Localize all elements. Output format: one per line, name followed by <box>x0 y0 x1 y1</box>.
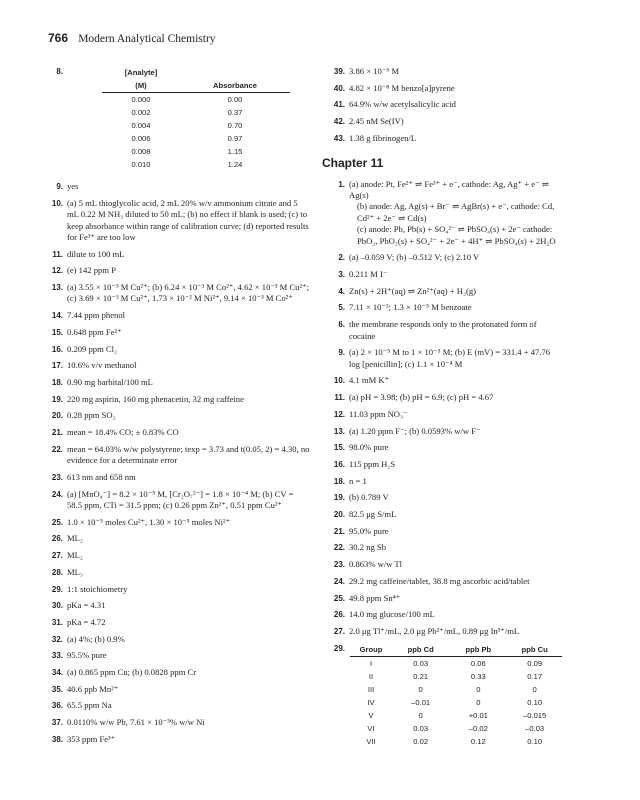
answer-number: 41. <box>333 100 345 110</box>
table-cell: VII <box>366 736 376 746</box>
answer-number: 19. <box>51 394 63 404</box>
table-row <box>350 656 562 670</box>
answer-text: 95.5% pure <box>67 650 107 661</box>
answer-text: ML₃ <box>67 566 83 577</box>
table-cell: –0.015 <box>523 710 547 720</box>
list-item <box>40 344 310 355</box>
list-item <box>322 492 562 503</box>
answer-number: 15. <box>333 443 345 453</box>
answer-number: 11. <box>52 249 63 259</box>
list-item <box>40 377 310 388</box>
list-item <box>322 83 562 94</box>
table-cell: II <box>368 671 374 681</box>
answer-number: 36. <box>51 701 63 711</box>
list-item <box>322 99 562 110</box>
answer-text: ML₂ <box>67 550 83 561</box>
answer-number: 5. <box>338 303 345 313</box>
table-cell: 0.10 <box>527 697 543 707</box>
absorbance-cell: 1.15 <box>227 147 243 156</box>
concentration-cell: 0.008 <box>131 147 151 156</box>
list-item <box>322 576 562 587</box>
list-item <box>40 394 310 405</box>
answer-text: 0.648 ppm Fe²⁺ <box>67 326 122 337</box>
list-item <box>40 634 310 645</box>
answer-number: 21. <box>333 526 345 536</box>
answer-number: 4. <box>338 286 345 296</box>
list-item <box>40 489 310 512</box>
concentration-header: [Analyte] (M) <box>102 66 180 93</box>
answer-number: 9. <box>56 182 63 191</box>
concentration-cell: 0.004 <box>131 121 151 130</box>
table-cell: –0.03 <box>525 723 545 733</box>
concentration-cell: 0.006 <box>131 134 151 143</box>
table-cell: 0.09 <box>527 658 543 668</box>
left-column <box>40 66 310 751</box>
table-cell: 0.06 <box>470 658 486 668</box>
list-item <box>40 249 310 260</box>
table-cell: 0 <box>418 710 423 720</box>
absorbance-table-body <box>102 93 290 172</box>
answer-number: 6. <box>338 320 345 330</box>
table-cell: V <box>368 710 374 720</box>
answer-text: 14.0 mg glucose/100 mL <box>349 609 435 620</box>
list-item <box>322 459 562 470</box>
table-cell: 0 <box>418 684 423 694</box>
answer-number: 27. <box>333 626 345 636</box>
table-cell: 0.12 <box>470 736 486 746</box>
list-item <box>40 427 310 438</box>
answer-number: 25. <box>333 593 345 603</box>
answer-text: 49.8 ppm Sn⁴⁺ <box>349 592 401 603</box>
table-row <box>102 145 290 158</box>
table-cell: III <box>367 684 375 694</box>
list-item <box>322 286 562 297</box>
list-item <box>40 472 310 483</box>
answer-text: 0.90 mg barbital/100 mL <box>67 376 153 387</box>
answer-8 <box>40 66 310 181</box>
table-header-row <box>350 643 562 657</box>
table-row <box>102 158 290 171</box>
answer-number: 27. <box>51 551 63 561</box>
left-answer-list <box>40 181 310 745</box>
table-cell: 0.33 <box>470 671 486 681</box>
list-item <box>40 181 310 192</box>
list-item <box>322 442 562 453</box>
answer-text: mean = 64.03% w/w polystyrene; texp = 3.73 and t(0.05, 2) = 4.30, no evidence for a determinate error <box>67 443 310 466</box>
answer-number: 2. <box>338 253 345 263</box>
chapter-10-answer-list <box>322 66 562 144</box>
answer-text: (a) pH = 3.98; (b) pH = 6.9; (c) pH = 4.67 <box>349 392 494 403</box>
list-item <box>322 302 562 313</box>
table-row <box>102 119 290 132</box>
list-item <box>322 269 562 280</box>
answer-number: 16. <box>51 344 63 354</box>
list-item <box>322 476 562 487</box>
list-item <box>40 410 310 421</box>
answer-number: 12. <box>333 409 345 419</box>
answer-number: 12. <box>51 266 63 276</box>
group-ppb-table <box>350 643 562 748</box>
list-item <box>40 684 310 695</box>
answer-number: 26. <box>51 534 63 544</box>
answer-text: 7.44 ppm phenol <box>67 310 126 321</box>
list-item <box>40 533 310 544</box>
list-item <box>40 584 310 595</box>
answer-number: 43. <box>333 133 345 143</box>
list-item <box>322 509 562 520</box>
right-column <box>322 66 562 763</box>
table-cell: +0.01 <box>468 710 488 720</box>
answer-text: 10.6% v/v methanol <box>67 360 137 371</box>
answer-text: 0.0110% w/w Pb, 7.61 × 10⁻³% w/w Ni <box>67 717 205 728</box>
answer-number: 18. <box>333 476 345 486</box>
answer-number: 3. <box>338 270 345 280</box>
book-title: Modern Analytical Chemistry <box>78 33 216 45</box>
answer-number: 28. <box>51 567 63 577</box>
answer-number: 32. <box>51 634 63 644</box>
answer-number: 8. <box>56 67 63 76</box>
answer-text: the membrane responds only to the protonated form of cocaine <box>349 319 537 341</box>
answer-number: 22. <box>333 543 345 553</box>
answer-number: 9. <box>338 348 345 358</box>
answer-number: 18. <box>51 377 63 387</box>
column-header: Group <box>350 643 392 657</box>
answer-number: 13. <box>333 426 345 436</box>
list-item <box>40 310 310 321</box>
answer-text: mean = 18.4% CO; ± 0.83% CO <box>67 427 179 438</box>
answer-text: yes <box>67 181 79 191</box>
answer-number: 40. <box>333 83 345 93</box>
absorbance-cell: 1.24 <box>227 160 243 169</box>
concentration-cell: 0.002 <box>131 108 151 117</box>
table-row <box>350 670 562 683</box>
table-cell: 0.02 <box>413 736 429 746</box>
answer-text: 82.5 μg S/mL <box>349 509 397 520</box>
table-cell: 0 <box>476 697 481 707</box>
absorbance-table <box>102 66 290 171</box>
answer-text: 3.86 × 10⁻⁵ M <box>349 66 400 76</box>
list-item <box>40 700 310 711</box>
list-item <box>40 667 310 678</box>
answer-text: 2.45 nM Se(IV) <box>349 116 404 127</box>
answer-text: 40.6 ppb Mn²⁺ <box>67 683 119 694</box>
table-row <box>350 722 562 735</box>
answer-text: 0.211 M I⁻ <box>349 269 388 280</box>
list-item <box>322 526 562 537</box>
answer-text: 29.2 mg caffeine/tablet, 38.8 mg ascorbic acid/tablet <box>349 575 530 586</box>
answer-text: pKa = 4.72 <box>67 616 106 627</box>
list-item <box>322 66 562 77</box>
answer-text: 613 nm and 658 nm <box>67 471 136 482</box>
page-number: 766 <box>48 31 69 45</box>
answer-text: (a) 2 × 10⁻⁵ M to 1 × 10⁻⁵ M; (b) E (mV) = 331.4 + 47.76 log [penicillin]; (c) 1.1 × 10⁻⁴ M <box>349 347 551 369</box>
answer-number: 1. <box>338 179 345 189</box>
list-item <box>40 567 310 578</box>
chapter-heading: Chapter 11 <box>322 156 384 171</box>
answer-number: 23. <box>51 472 63 482</box>
answer-text: 4.1 mM K⁺ <box>349 375 390 386</box>
answer-text: n = 1 <box>349 475 367 486</box>
column-header: ppb Cd <box>392 643 449 657</box>
answer-number: 24. <box>333 576 345 586</box>
table-cell: VI <box>367 723 375 733</box>
answer-text: 0.209 ppm Cl₂ <box>67 343 118 354</box>
table-body <box>350 656 562 748</box>
table-cell: 0 <box>532 684 537 694</box>
answer-text: dilute to 100 mL <box>67 248 125 259</box>
answer-number: 15. <box>51 327 63 337</box>
list-item <box>322 252 562 263</box>
answer-text: 0.28 ppm SO₂ <box>67 410 116 421</box>
list-item <box>40 265 310 276</box>
list-item <box>40 717 310 728</box>
answer-number: 29. <box>333 643 345 653</box>
table-cell: I <box>369 658 373 668</box>
answer-text: (a) 4%; (b) 0.9% <box>67 633 125 644</box>
list-item <box>322 409 562 420</box>
list-item <box>40 600 310 611</box>
absorbance-header: Absorbance <box>180 66 290 93</box>
answer-text: (e) 142 ppm P <box>67 265 116 276</box>
answer-number: 13. <box>51 283 63 293</box>
table-cell: IV <box>367 697 375 707</box>
answer-11-1 <box>322 179 562 247</box>
answer-text: pKa = 4.31 <box>67 600 106 611</box>
answer-text: ML₂ <box>67 533 83 544</box>
absorbance-cell: 0.97 <box>227 134 243 143</box>
list-item <box>322 626 562 637</box>
answer-number: 17. <box>51 361 63 371</box>
page-header <box>48 33 216 45</box>
answer-number: 22. <box>51 444 63 454</box>
answer-text: 4.82 × 10⁻⁸ M benzo[a]pyrene <box>349 82 455 93</box>
table-row <box>350 735 562 748</box>
answer-number: 29. <box>51 584 63 594</box>
answer-text: 115 ppm H₂S <box>349 458 396 469</box>
answer-number: 10. <box>333 376 345 386</box>
answer-number: 24. <box>51 489 63 499</box>
list-item <box>40 198 310 244</box>
list-item <box>40 327 310 338</box>
answer-text: (a) –0.059 V; (b) –0.512 V; (c) 2.10 V <box>349 252 480 263</box>
answer-text: 1.38 g fibrinogen/L <box>349 132 417 143</box>
list-item <box>322 392 562 403</box>
answer-number: 10. <box>51 198 63 208</box>
list-item <box>40 282 310 305</box>
answer-text: 353 ppm Fe³⁺ <box>67 733 116 744</box>
answer-number: 20. <box>51 411 63 421</box>
answer-number: 33. <box>51 651 63 661</box>
column-header: ppb Cu <box>507 643 562 657</box>
table-row <box>350 696 562 709</box>
answer-text: 65.5 ppm Na <box>67 700 112 711</box>
answer-text: 98.0% pure <box>349 442 389 453</box>
answer-text: (a) 3.55 × 10⁻³ M Cu²⁺; (b) 6.24 × 10⁻³ M Co²⁺, 4.62 × 10⁻³ M Cu²⁺; (c) 3.69 × 10⁻³ M Cu²⁺, 1.73 × 10⁻² M Ni²⁺, 9.14 × 10⁻³ M Co²⁺ <box>67 282 309 304</box>
answer-number: 35. <box>51 684 63 694</box>
list-item <box>322 375 562 386</box>
list-item <box>322 559 562 570</box>
answer-text: 1.0 × 10⁻⁵ moles Cu²⁺, 1.30 × 10⁻⁵ moles Ni²⁺ <box>67 516 231 527</box>
list-item <box>322 347 562 370</box>
list-item <box>40 360 310 371</box>
answer-number: 30. <box>51 601 63 611</box>
chapter-11-answer-list <box>322 252 562 637</box>
column-header: ppb Pb <box>449 643 507 657</box>
table-cell: 0.03 <box>413 658 429 668</box>
table-cell: 0.17 <box>527 671 543 681</box>
answer-text: 2.0 μg Tl⁺/mL, 2.0 μg Pb²⁺/mL, 0.89 μg In³⁺/mL <box>349 625 520 636</box>
answer-number: 38. <box>51 734 63 744</box>
table-cell: 0.21 <box>413 671 429 681</box>
table-cell: –0.01 <box>411 697 431 707</box>
table-row <box>350 709 562 722</box>
table-row <box>102 132 290 145</box>
absorbance-cell: 0.00 <box>227 95 243 104</box>
answer-text: (a) [MnO₄⁻] = 8.2 × 10⁻⁵ M, [Cr₂O₇²⁻] = 1.8 × 10⁻⁴ M; (b) CV = 58.5 ppm, CTi = 31.5 ppm; (c) 0.26 ppm Zn²⁺, 0.51 ppm Cu²⁺ <box>67 488 294 510</box>
answer-number: 20. <box>333 510 345 520</box>
answer-text: 7.11 × 10⁻³; 1.3 × 10⁻⁵ M benzoate <box>349 302 472 313</box>
answer-number: 21. <box>51 428 63 438</box>
answer-number: 19. <box>333 493 345 503</box>
answer-number: 34. <box>51 668 63 678</box>
answer-text: 220 mg aspirin, 160 mg phenacetin, 32 mg caffeine <box>67 393 244 404</box>
list-item <box>322 593 562 604</box>
answer-text: 30.2 ng Sb <box>349 542 387 553</box>
answer-text: (a) 1.20 ppm F⁻; (b) 0.0593% w/w F⁻ <box>349 425 481 436</box>
list-item <box>40 734 310 745</box>
concentration-cell: 0.000 <box>131 95 151 104</box>
absorbance-cell: 0.37 <box>227 108 243 117</box>
table-row <box>102 106 290 119</box>
list-item <box>322 319 562 342</box>
answer-text: (a) 5 mL thioglycolic acid, 2 mL 20% w/v ammonium citrate and 5 mL 0.22 M NH₃ diluted to 50 mL; (b) no effect if blank is used; (c) to keep absorbance within range of calibration curve; (d) reported results for Fe³⁺ are too low <box>67 197 309 242</box>
answer-number: 42. <box>333 117 345 127</box>
answer-1c: (c) anode: Pb, Pb(s) + SO₄²⁻ ⇌ PbSO₄(s) + 2e⁻ cathode: PbO₂, PbO₂(s) + SO₄²⁻ + 2e⁻ + 4H⁺ ⇌ PbSO₄(s) + 2H₂O <box>357 224 556 246</box>
answer-number: 23. <box>333 560 345 570</box>
list-item <box>322 426 562 437</box>
answer-1b: (b) anode: Ag, Ag(s) + Br⁻ ⇌ AgBr(s) + e⁻, cathode: Cd, Cd²⁺ + 2e⁻ ⇌ Cd(s) <box>357 201 555 223</box>
list-item <box>40 444 310 467</box>
answer-number: 26. <box>333 610 345 620</box>
table-cell: 0.03 <box>413 723 429 733</box>
answer-number: 16. <box>333 459 345 469</box>
answer-text: 64.9% w/w acetylsalicylic acid <box>349 99 456 110</box>
list-item <box>40 550 310 561</box>
answer-number: 14. <box>51 311 63 321</box>
answer-text: (b) 0.789 V <box>349 492 389 503</box>
list-item <box>322 133 562 144</box>
list-item <box>40 517 310 528</box>
answer-number: 31. <box>51 617 63 627</box>
answer-text: 0.863% w/w Tl <box>349 559 403 570</box>
list-item <box>322 609 562 620</box>
answer-number: 25. <box>51 517 63 527</box>
table-cell: 0 <box>476 684 481 694</box>
table-cell: 0.10 <box>527 736 543 746</box>
absorbance-cell: 0.70 <box>227 121 243 130</box>
answer-29 <box>322 643 562 763</box>
list-item <box>322 116 562 127</box>
table-cell: –0.02 <box>468 723 488 733</box>
answer-text: Zn(s) + 2H⁺(aq) ⇌ Zn²⁺(aq) + H₂(g) <box>349 285 476 296</box>
list-item <box>322 542 562 553</box>
list-item <box>40 650 310 661</box>
table-row <box>102 93 290 107</box>
answer-number: 39. <box>333 67 345 76</box>
concentration-cell: 0.010 <box>131 160 151 169</box>
answer-text: 11.03 ppm NO₃⁻ <box>349 408 408 419</box>
answer-text: (a) 0.865 ppm Cu; (b) 0.0828 ppm Cr <box>67 667 197 678</box>
answer-1a: (a) anode: Pt, Fe²⁺ ⇌ Fe³⁺ + e⁻, cathode: Ag, Ag⁺ + e⁻ ⇌ Ag(s) <box>349 178 549 201</box>
table-row <box>350 683 562 696</box>
answer-text: 95.0% pure <box>349 525 389 536</box>
answer-text: 1:1 stoichiometry <box>67 583 128 594</box>
answer-number: 37. <box>51 718 63 728</box>
list-item <box>40 617 310 628</box>
answer-number: 11. <box>334 393 345 403</box>
